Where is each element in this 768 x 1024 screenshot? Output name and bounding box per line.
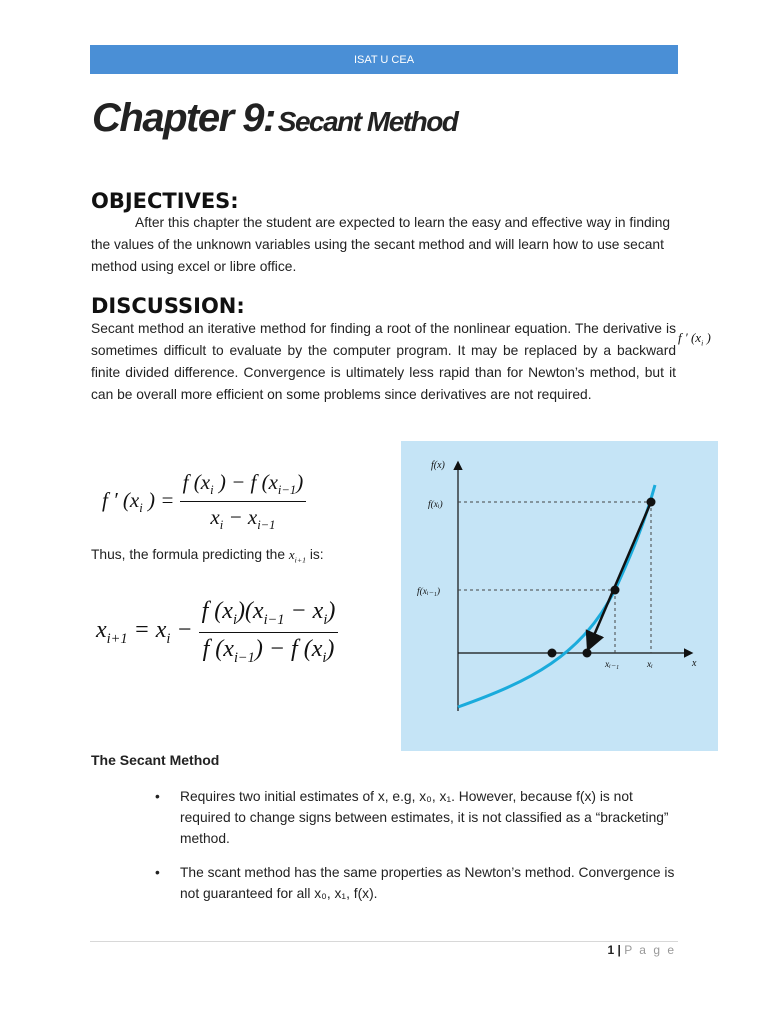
point-xi+1 (583, 649, 592, 658)
footer-divider (90, 941, 678, 942)
secant-figure (401, 441, 718, 751)
secant-bullets (155, 786, 675, 917)
header-bar (90, 45, 678, 74)
label-fxi: f(xᵢ) (428, 500, 443, 510)
secant-graph (401, 441, 718, 751)
bullet-item: • The scant method has the same properties as Newton’s method. Convergence is not guaranteed for all x₀, x₁, f(x). (155, 862, 675, 904)
point-root (548, 649, 557, 658)
secant-line (589, 502, 651, 647)
page-footer (607, 943, 676, 957)
x-axis-label: x (692, 658, 697, 669)
page-word: P a g e (624, 943, 676, 957)
function-curve (458, 485, 655, 707)
label-xi-1: xᵢ₋₁ (605, 660, 620, 670)
label-xi: xᵢ (647, 660, 653, 670)
objectives-text: After this chapter the student are expected to learn the easy and effective way in finding the values of the unknown variables using the secant method and will learn how to use secant method using excel or libre office. (91, 215, 671, 274)
derivative-note: f ′ ($x_i$ ) (678, 330, 711, 348)
objectives-heading: OBJECTIVES: (91, 189, 239, 213)
bullet-item: • Requires two initial estimates of x, e.g, x₀, x₁. However, because f(x) is not required to change signs between estimates, it is not classified as a “bracketing” method. (155, 786, 675, 849)
derivative-equation: f ′ ($x_i$ ) = $\frac{f (x_i ) - f (x_{i-1})}{x_i - x_{i-1}}$ (102, 470, 306, 533)
discussion-heading: DISCUSSION: (91, 294, 245, 318)
page-number: 1 (607, 943, 615, 957)
point-fxi-1 (611, 586, 620, 595)
y-axis-label: f(x) (431, 460, 445, 471)
footer-separator: | (617, 943, 621, 957)
point-fxi (647, 498, 656, 507)
label-fxi-1: f(xᵢ₋₁) (417, 587, 441, 597)
chapter-number: Chapter 9: (92, 96, 275, 140)
header-title: ISAT U CEA (353, 53, 415, 66)
chapter-name: Secant Method (277, 106, 458, 137)
secant-equation: $x_{i+1} = x_i$ − $\frac{f (x_i)(x_{i-1} - x_i)}{f (x_{i-1}) - f (x_i)}$ (96, 598, 338, 667)
discussion-text: Secant method an iterative method for finding a root of the nonlinear equation. The derivative is sometimes difficult to evaluate by the computer program. It may be replaced by a backward finite divided difference. Convergence is ultimately less rapid than for Newton’s method, but it can be overall more efficient on some problems since derivatives are not required. (91, 321, 676, 402)
formula-intro-text: Thus, the formula predicting the (91, 547, 286, 562)
formula-intro: Thus, the formula predicting the $x_{i+1}$ is: (91, 547, 324, 565)
secant-section-heading: The Secant Method (91, 752, 220, 768)
chapter-title (92, 96, 457, 141)
